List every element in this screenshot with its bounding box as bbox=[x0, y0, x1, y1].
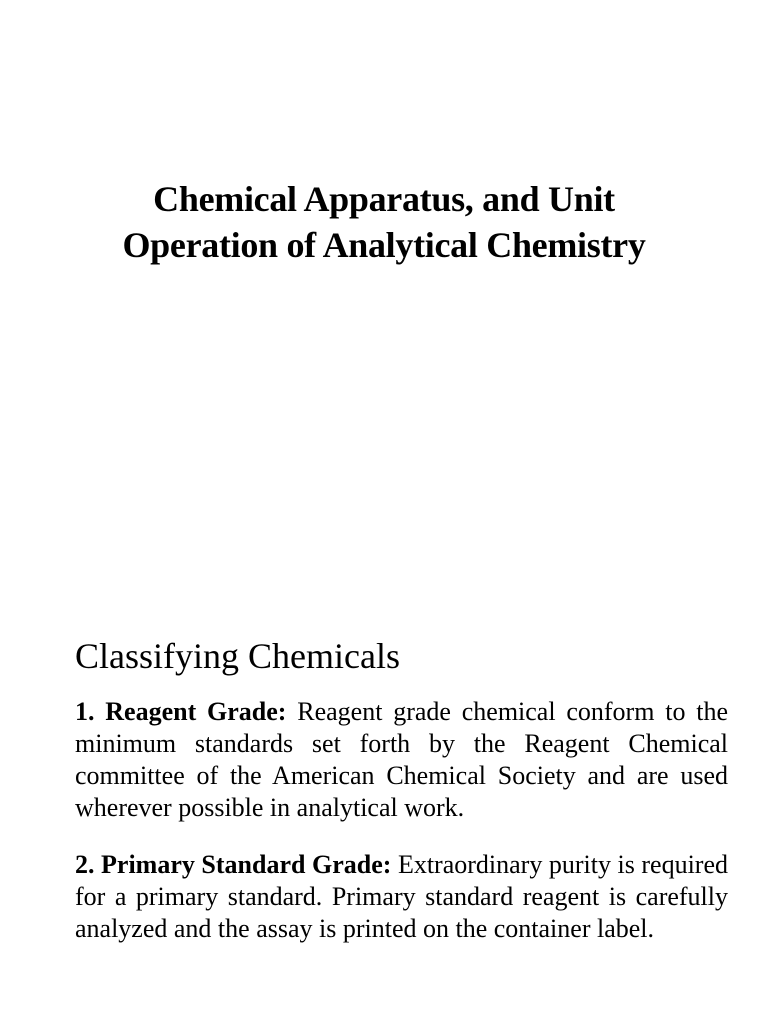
title-line-1: Chemical Apparatus, and Unit bbox=[153, 179, 615, 219]
primary-standard-grade-paragraph bbox=[75, 849, 728, 945]
section-heading: Classifying Chemicals bbox=[75, 636, 400, 676]
primary-standard-grade-label: 2. Primary Standard Grade: bbox=[75, 850, 392, 879]
primary-standard-grade-text: Extraordinary purity is required for a primary standard. Primary standard reagent is carefully analyzed and the assay is printed on the container label. bbox=[75, 850, 728, 943]
reagent-grade-paragraph bbox=[75, 696, 728, 824]
reagent-grade-label: 1. Reagent Grade: bbox=[75, 697, 287, 726]
reagent-grade-text: Reagent grade chemical conform to the minimum standards set forth by the Reagent Chemical committee of the American Chemical Society and are used wherever possible in analytical work. bbox=[75, 697, 728, 822]
classifying-chemicals-section bbox=[75, 632, 728, 970]
title-line-2: Operation of Analytical Chemistry bbox=[122, 225, 646, 265]
title-block bbox=[0, 176, 768, 268]
